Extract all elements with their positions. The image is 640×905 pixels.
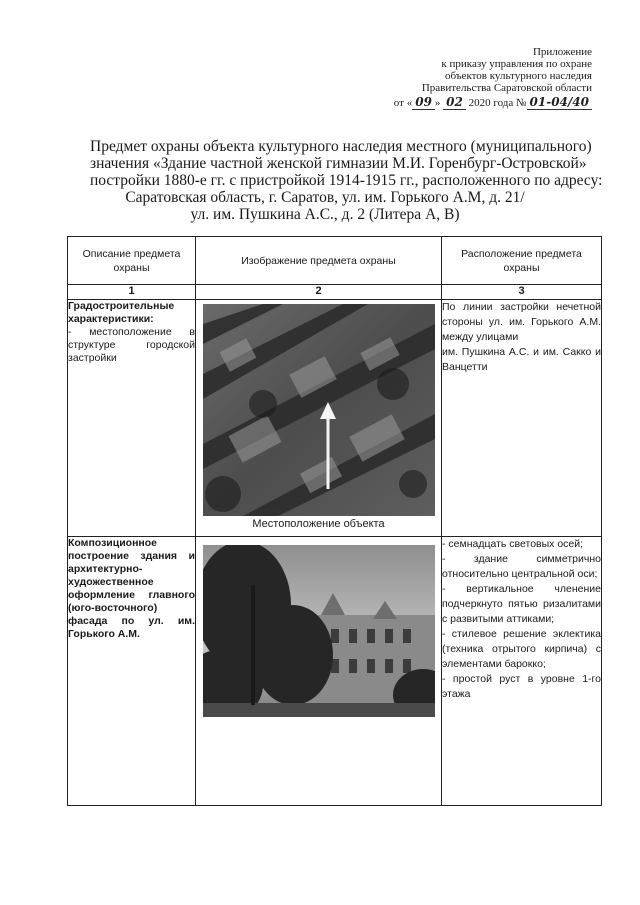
header-description: Описание предмета охраны	[68, 237, 196, 285]
row1-desc-text: - местоположение в структуре городской застройки	[68, 326, 195, 364]
date-day: 09	[412, 95, 435, 110]
row2-image-cell	[196, 537, 442, 806]
aerial-photo-image	[203, 304, 435, 516]
annex-line-1: Приложение	[532, 46, 592, 58]
column-number-row	[68, 285, 602, 300]
table-row	[68, 300, 602, 537]
annex-date-line: от « 09 » 02 2020 года № 01-04/40	[332, 96, 592, 109]
header-image: Изображение предмета охраны	[196, 237, 442, 285]
row1-caption: Местоположение объекта	[252, 518, 385, 530]
row2-location-line-4: - стилевое решение эклектика (техника отрытого кирпича) с элементами барокко;	[442, 628, 601, 670]
row1-image-cell	[196, 300, 442, 537]
row2-location	[442, 537, 602, 806]
annex-line-2: к приказу управления по охране	[441, 58, 592, 70]
title-line-2: значения «Здание частной женской гимназии М.И. Горенбург-Островской»	[90, 155, 587, 172]
table-header-row	[68, 237, 602, 285]
row1-description	[68, 300, 196, 537]
table-row	[68, 537, 602, 806]
facade-photo	[203, 545, 435, 717]
row1-location	[442, 300, 602, 537]
facade-photo-image	[203, 545, 435, 717]
annex-line-4: Правительства Саратовской области	[421, 82, 592, 94]
document-title	[90, 138, 603, 223]
title-line-4: Саратовская область, г. Саратов, ул. им. Горького А.М, д. 21/	[125, 189, 525, 206]
row2-location-line-3: - вертикальное членение подчеркнуто пятью ризалитами с развитыми аттиками;	[442, 583, 601, 625]
column-number-1: 1	[68, 285, 196, 300]
protection-table	[67, 236, 602, 806]
row1-desc-title: Градостроительные характеристики:	[68, 300, 175, 325]
header-location: Расположение предмета охраны	[442, 237, 602, 285]
row1-location-line-1: По линии застройки нечетной стороны ул. им. Горького А.М. между улицами	[442, 301, 601, 343]
column-number-3: 3	[442, 285, 602, 300]
row2-location-line-5: - простой руст в уровне 1-го этажа	[442, 673, 601, 700]
title-line-3: постройки 1880-е гг. с пристройкой 1914-1915 гг., расположенного по адресу:	[90, 172, 603, 189]
date-prefix: от	[393, 97, 404, 109]
column-number-2: 2	[196, 285, 442, 300]
aerial-photo	[203, 304, 435, 516]
annex-line-3: объектов культурного наследия	[445, 70, 592, 82]
row1-location-line-2: им. Пушкина А.С. и им. Сакко и Ванцетти	[442, 346, 601, 373]
row2-location-line-2: - здание симметрично относительно центральной оси;	[442, 553, 601, 580]
row2-description	[68, 537, 196, 806]
title-line-1: Предмет охраны объекта культурного наследия местного (муниципального)	[90, 138, 592, 155]
annex-header	[332, 46, 592, 109]
order-number: 01-04/40	[527, 95, 592, 110]
row2-desc-title: Композиционное построение здания и архитектурно-художественное оформление главного (юго-восточного) фасада по ул. им. Горького А.М.	[68, 537, 195, 640]
title-line-5: ул. им. Пушкина А.С., д. 2 (Литера А, В)	[190, 206, 460, 223]
row2-location-line-1: - семнадцать световых осей;	[442, 538, 584, 550]
date-month: 02	[443, 95, 466, 110]
date-year: 2020 года №	[468, 97, 527, 109]
